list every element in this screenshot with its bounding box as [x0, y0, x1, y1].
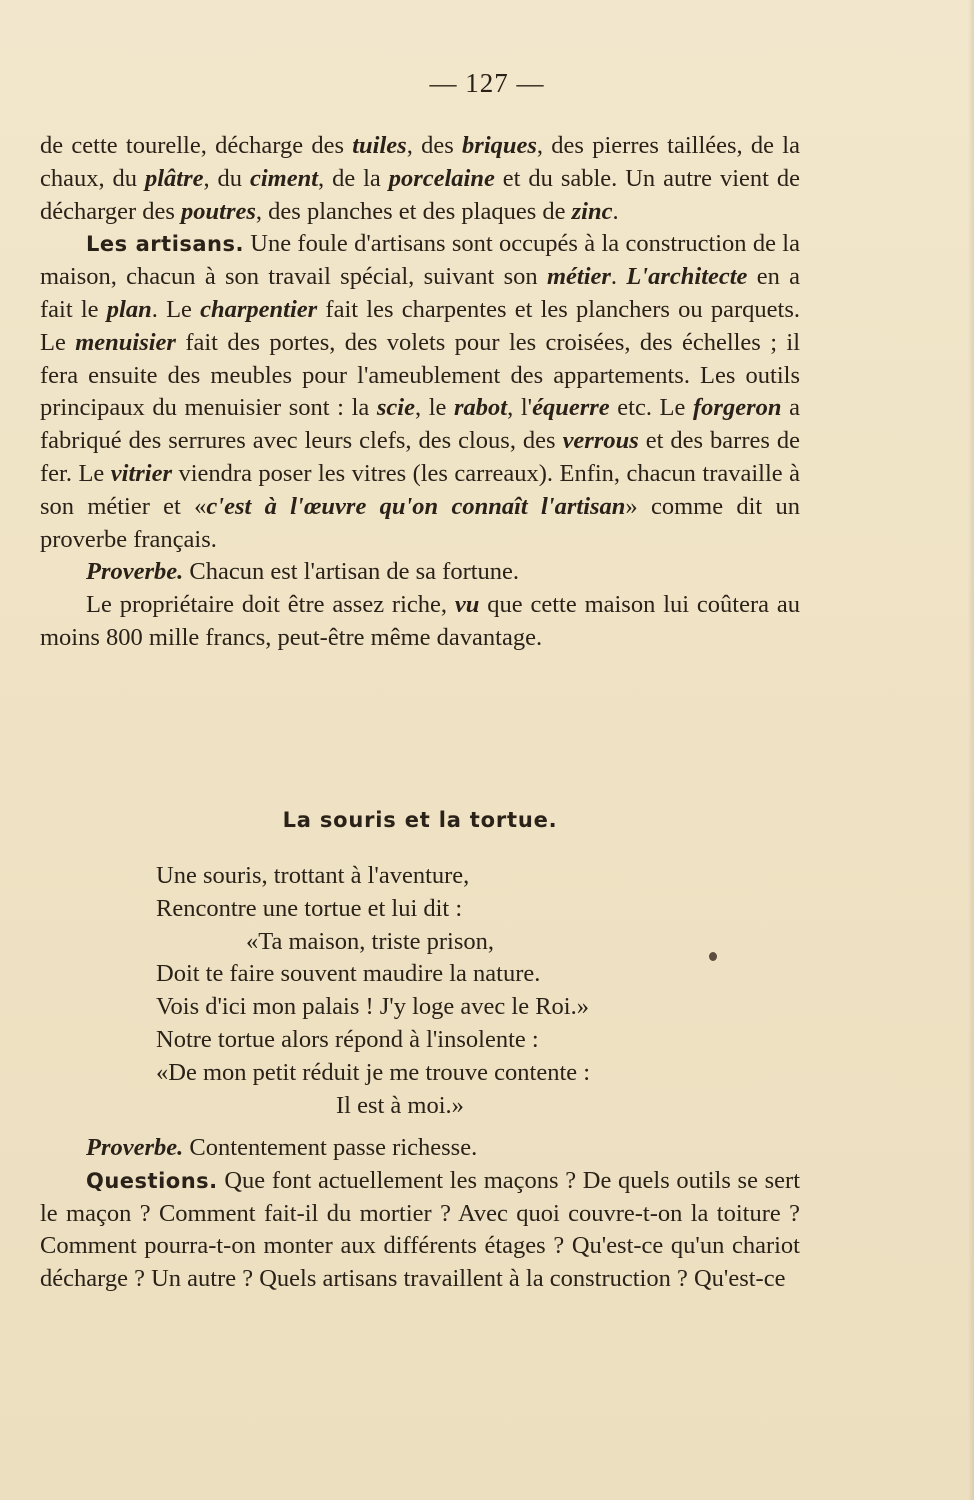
term-rabot: rabot — [454, 394, 508, 422]
poem-line: «De mon petit réduit je me trouve contente : — [156, 1058, 591, 1086]
text-block-upper — [40, 130, 800, 655]
ink-speck — [709, 952, 717, 961]
poem-line: Il est à moi.» — [336, 1091, 464, 1119]
poem-line: Vois d'ici mon palais ! J'y loge avec le Roi.» — [156, 993, 589, 1021]
heading-artisans: Les artisans. — [86, 232, 244, 257]
text-run: fait les charpentes et les planchers ou parquets. Le — [40, 295, 800, 356]
poem-line: Notre tortue alors répond à l'insolente : — [156, 1025, 539, 1053]
term-forgeron: forgeron — [693, 394, 782, 422]
poem-line: Une souris, trottant à l'aventure, — [156, 862, 470, 889]
proverb-quote: c'est à l'œuvre qu'on connaît l'artisan — [206, 492, 626, 520]
term-metier: métier — [546, 263, 611, 291]
paragraph-artisans — [40, 228, 800, 556]
text-run: , des planches et des plaques de — [255, 197, 572, 225]
term-poutres: poutres — [181, 197, 256, 225]
term-zinc: zinc — [571, 197, 613, 225]
text-run: . — [610, 263, 627, 291]
term-architecte: L'architecte — [626, 263, 748, 291]
text-block-lower — [40, 1132, 800, 1296]
text-run: de cette tourelle, décharge des — [40, 132, 353, 159]
text-run: a fabriqué des serrures avec leurs clefs, des clous, des — [40, 394, 800, 455]
term-scie: scie — [376, 394, 415, 422]
heading-questions: Questions. — [86, 1168, 218, 1193]
text-run: fait des portes, des volets pour les croisées, des échelles ; il fera ensuite des meubles pour l'ameublement des appartements. Les outils principaux du menuisier sont : la — [40, 328, 800, 422]
term-vitrier: vitrier — [110, 459, 173, 487]
term-porcelaine: porcelaine — [388, 164, 495, 192]
poem-line: «Ta maison, triste prison, — [246, 927, 495, 955]
term-briques: briques — [462, 132, 537, 159]
poem-title: La souris et la tortue. — [282, 808, 558, 832]
text-run: . Le — [151, 295, 201, 323]
text-run: et des barres de fer. Le — [40, 427, 800, 487]
text-run: , du — [203, 164, 250, 192]
text-run: etc. Le — [609, 394, 694, 422]
poem-line: Doit te faire souvent maudire la nature. — [156, 960, 541, 988]
proverb-label: Proverbe. — [86, 558, 184, 586]
text-run: , le — [414, 394, 455, 422]
proverb-text: Chacun est l'artisan de sa fortune. — [183, 558, 520, 586]
term-ciment: ciment — [249, 164, 319, 192]
term-plan: plan — [106, 295, 152, 323]
term-menuisier: menuisier — [75, 328, 176, 356]
page-number: — 127 — — [429, 68, 545, 98]
text-run: Une foule d'artisans sont occupés à la construction de la maison, chacun à son travail spécial, suivant son — [40, 230, 800, 291]
text-run: , des — [406, 132, 463, 159]
poem-line: Rencontre une tortue et lui dit : — [156, 894, 463, 922]
proverb-label: Proverbe. — [86, 1134, 184, 1161]
term-verrous: verrous — [562, 427, 639, 455]
proverb-line-2 — [40, 1132, 800, 1165]
poem — [156, 860, 756, 1122]
page-edge-shadow — [968, 0, 974, 1500]
text-run: viendra poser les vitres (les carreaux). Enfin, chacun travaille à son métier et « — [40, 459, 800, 520]
term-platre: plâtre — [144, 164, 204, 192]
term-vu: vu — [454, 591, 480, 619]
term-charpentier: charpentier — [200, 295, 318, 323]
paragraph-owner — [40, 589, 800, 655]
text-run: , des pierres taillées, de la chaux, du — [40, 132, 800, 192]
paragraph-materials — [40, 130, 800, 228]
text-run: . — [612, 197, 619, 225]
term-equerre: équerre — [532, 394, 610, 422]
text-run: , l' — [507, 394, 533, 422]
text-run: et du sable. Un autre vient de décharger des — [40, 164, 800, 225]
text-run: » comme dit un proverbe français. — [40, 492, 801, 553]
text-run: en a fait le — [40, 263, 800, 323]
paragraph-questions — [40, 1165, 800, 1296]
text-run: que cette maison lui coûtera au moins 800 mille francs, peut-être même davantage. — [40, 591, 800, 651]
term-tuiles: tuiles — [352, 132, 407, 159]
text-run: , de la — [318, 164, 389, 192]
text-run: Le propriétaire doit être assez riche, — [86, 591, 455, 619]
proverb-line-1 — [40, 556, 800, 589]
proverb-text: Contentement passe richesse. — [183, 1134, 478, 1161]
questions-text: Que font actuellement les maçons ? De quels outils se sert le maçon ? Comment fait-il du mortier ? Avec quoi couvre-t-on la toiture ? Comment pourra-t-on monter aux différents étages ? Qu'est-ce qu'un chariot décharge ? Un autre ? Quels artisans travaillent à la construction ? Qu'est-ce — [40, 1166, 800, 1293]
